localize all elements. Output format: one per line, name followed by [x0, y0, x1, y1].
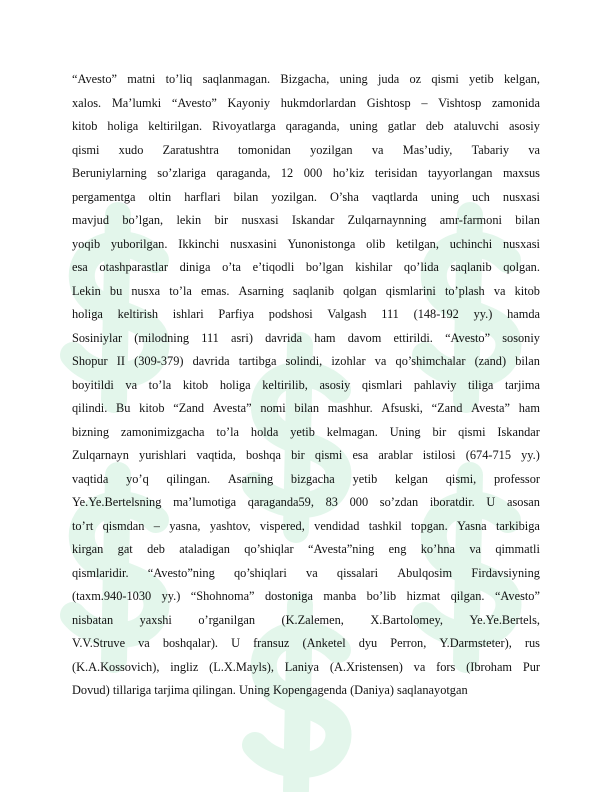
text-line: Shopur II (309-379) davrida tartibga solindi, izohlar va qo’shimchalar (zand) bilan — [72, 354, 540, 368]
text-line: yoqib yuborilgan. Ikkinchi nusxasini Yunonistonga olib ketilgan, uchinchi nusxasi — [72, 236, 540, 251]
text-line: pergamentga oltin harflari bilan yozilgan. O’sha vaqtlarda uning uch nusxasi — [72, 189, 540, 204]
text-line: kitob holiga keltirilgan. Rivoyatlarga qaraganda, uning gatlar deb ataluvchi asosiy — [72, 119, 540, 133]
text-line: Beruniylarning so’zlariga qaraganda, 12 000 ho’kiz terisidan tayyorlangan maxsus — [72, 166, 540, 180]
text-line: kirgan gat deb ataladigan qo’shiqlar “Avesta”ning eng ko’hna va qimmatli — [72, 542, 540, 556]
text-line: qilindi. Bu kitob “Zand Avesta” nomi bilan mashhur. Afsuski, “Zand Avesta” ham — [72, 401, 540, 415]
text-line: Zulqarnayn yurishlari vaqtida, boshqa bir qismi esa arablar istilosi (674-715 yy.) — [72, 448, 540, 462]
text-line: Ye.Ye.Bertelsning ma’lumotiga qaraganda59, 83 000 so’zdan iboratdir. U asosan — [72, 495, 540, 509]
text-line: Dovud) tillariga tarjima qilingan. Uning Kopengagenda (Daniya) saqlanayotgan — [72, 683, 468, 697]
text-line: vaqtida yo’q qilingan. Asarning bizgacha yetib kelgan qismi, professor — [72, 471, 540, 486]
text-line: (K.A.Kossovich), ingliz (L.X.Mayls), Laniya (A.Xristensen) va fors (Ibroham Pur — [72, 659, 540, 674]
text-line: esa otashparastlar diniga o’ta e’tiqodli bo’lgan kishilar qo’lida saqlanib qolgan. — [72, 260, 540, 274]
text-line: Sosiniylar (milodning 111 asri) davrida ham davom ettirildi. “Avesto” sosoniy — [72, 330, 540, 345]
text-line: V.V.Struve va boshqalar). U fransuz (Anketel dyu Perron, Y.Darmsteter), rus — [72, 636, 540, 650]
text-line: mavjud bo’lgan, lekin bir nusxasi Iskandar Zulqarnaynning amr-farmoni bilan — [72, 213, 540, 227]
body-text — [72, 68, 540, 703]
text-line: “Avesto” matni to’liq saqlanmagan. Bizgacha, uning juda oz qismi yetib kelgan, — [72, 72, 540, 86]
text-line: boyitildi va to’la kitob holiga keltirilib, asosiy qismlari pahlaviy tiliga tarjima — [72, 377, 540, 392]
text-line: holiga keltirish ishlari Parfiya podshosi Valgash 111 (148-192 yy.) hamda — [72, 307, 540, 321]
text-line: qismi xudo Zaratushtra tomonidan yozilgan va Mas’udiy, Tabariy va — [72, 142, 540, 157]
text-line: qismlaridir. “Avesto”ning qo’shiqlari va qissalari Abulqosim Firdavsiyning — [72, 565, 540, 580]
text-line: to’rt qismdan – yasna, yashtov, vispered, vendidad tashkil topgan. Yasna tarkibiga — [72, 518, 540, 533]
text-line: Lekin bu nusxa to’la emas. Asarning saqlanib qolgan qismlarini to’plash va kitob — [72, 283, 540, 298]
text-line: bizning zamonimizgacha to’la holda yetib kelmagan. Uning bir qismi Iskandar — [72, 424, 540, 439]
text-line: (taxm.940-1030 yy.) “Shohnoma” dostoniga manba bo’lib hizmat qilgan. “Avesto” — [72, 589, 540, 603]
text-line: xalos. Ma’lumki “Avesto” Kayoniy hukmdorlardan Gishtosp – Vishtosp zamonida — [72, 95, 540, 110]
text-line: nisbatan yaxshi o’rganilgan (K.Zalemen, X.Bartolomey, Ye.Ye.Bertels, — [72, 612, 540, 627]
